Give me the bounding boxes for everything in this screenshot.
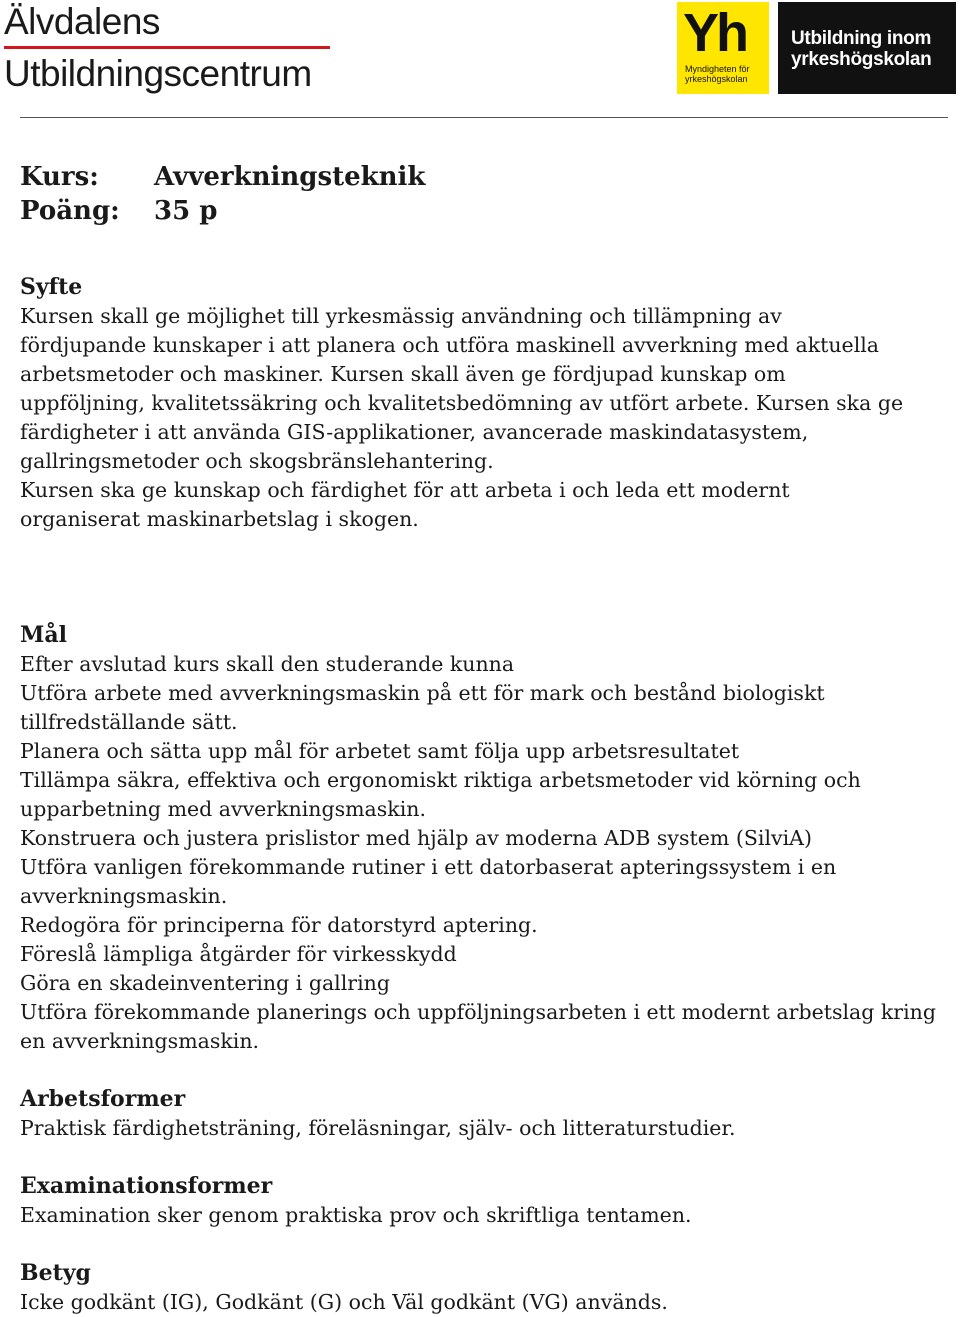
syfte-text: [20, 302, 950, 534]
mal-line: Utföra vanligen förekommande rutiner i ett datorbaserat apteringssystem i en: [20, 855, 837, 879]
yh-logo-subtitle: Myndigheten för yrkeshögskolan: [685, 64, 750, 84]
syfte-line: gallringsmetoder och skogsbränslehantering.: [20, 449, 494, 473]
mal-line: Konstruera och justera prislistor med hjälp av moderna ADB system (SilviA): [20, 826, 812, 850]
document-header: [0, 0, 960, 118]
syfte-line: organiserat maskinarbetslag i skogen.: [20, 507, 419, 531]
syfte-line: uppföljning, kvalitetssäkring och kvalitetsbedömning av utfört arbete. Kursen ska ge: [20, 391, 904, 415]
points-label: Poäng:: [20, 196, 120, 226]
mal-line: Efter avslutad kurs skall den studerande kunna: [20, 652, 515, 676]
syfte-line: Kursen ska ge kunskap och färdighet för att arbeta i och leda ett modernt: [20, 478, 790, 502]
course-points-row: [20, 194, 950, 228]
yh-wordmark-line-2: yrkeshögskolan: [791, 49, 932, 70]
syfte-heading: Syfte: [20, 274, 83, 300]
yh-logo: [677, 2, 769, 94]
yh-wordmark: [778, 2, 956, 94]
mal-line: Tillämpa säkra, effektiva och ergonomiskt riktiga arbetsmetoder vid körning och: [20, 768, 861, 792]
syfte-line: färdigheter i att använda GIS-applikationer, avancerade maskindatasystem,: [20, 420, 809, 444]
logo-red-rule: [4, 46, 330, 49]
header-divider: [20, 117, 948, 118]
yh-wordmark-line-1: Utbildning inom: [791, 28, 932, 49]
points-value: 35 p: [154, 196, 218, 226]
mal-line: Göra en skadeinventering i gallring: [20, 971, 390, 995]
mal-line: Utföra arbete med avverkningsmaskin på ett för mark och bestånd biologiskt: [20, 681, 825, 705]
syfte-line: Kursen skall ge möjlighet till yrkesmässig användning och tillämpning av: [20, 304, 782, 328]
examinationsformer-text: Examination sker genom praktiska prov och skriftliga tentamen.: [20, 1203, 692, 1227]
document-body: [20, 160, 950, 1317]
betyg-heading: Betyg: [20, 1260, 91, 1286]
syfte-line: fördjupande kunskaper i att planera och utföra maskinell avverkning med aktuella: [20, 333, 880, 357]
mal-heading: Mål: [20, 622, 67, 648]
mal-line: en avverkningsmaskin.: [20, 1029, 260, 1053]
course-name: Avverkningsteknik: [154, 162, 426, 192]
mal-line: Planera och sätta upp mål för arbetet samt följa upp arbetsresultatet: [20, 739, 740, 763]
mal-line: tillfredställande sätt.: [20, 710, 238, 734]
logo-line-1: Älvdalens: [4, 1, 160, 42]
examinationsformer-heading: Examinationsformer: [20, 1173, 273, 1199]
yh-logo-mark: Yh: [683, 3, 747, 63]
syfte-line: arbetsmetoder och maskiner. Kursen skall även ge fördjupad kunskap om: [20, 362, 786, 386]
mal-line: Utföra förekommande planerings och uppföljningsarbeten i ett modernt arbetslag kring: [20, 1000, 936, 1024]
mal-line: Föreslå lämpliga åtgärder för virkesskydd: [20, 942, 457, 966]
mal-line: Redogöra för principerna för datorstyrd aptering.: [20, 913, 538, 937]
betyg-text: Icke godkänt (IG), Godkänt (G) och Väl godkänt (VG) används.: [20, 1290, 668, 1314]
course-name-row: [20, 160, 950, 194]
mal-line: avverkningsmaskin.: [20, 884, 228, 908]
alvdalens-logo: [4, 2, 334, 98]
arbetsformer-text: Praktisk färdighetsträning, föreläsningar, själv- och litteraturstudier.: [20, 1116, 736, 1140]
arbetsformer-heading: Arbetsformer: [20, 1086, 186, 1112]
course-label: Kurs:: [20, 162, 99, 192]
mal-line: upparbetning med avverkningsmaskin.: [20, 797, 426, 821]
logo-line-2: Utbildningscentrum: [4, 53, 312, 94]
mal-list: [20, 650, 950, 1056]
